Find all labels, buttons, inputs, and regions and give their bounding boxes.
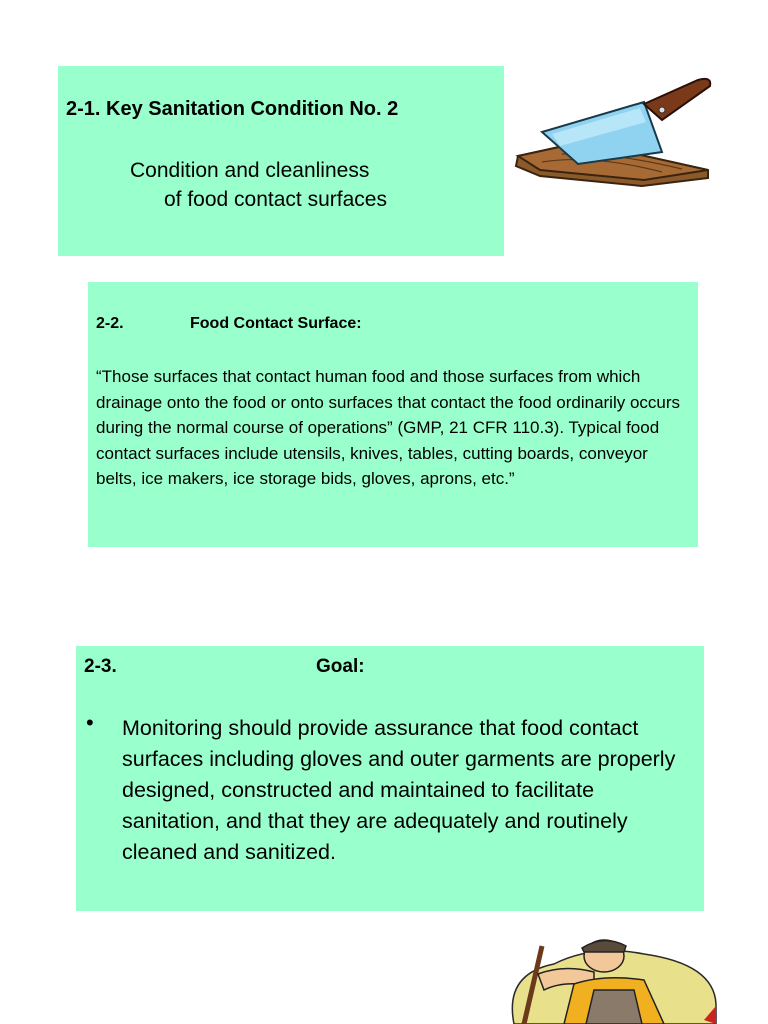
section-2-definition: “Those surfaces that contact human food and those surfaces from which drainage onto the food or onto surfaces that contact the food ordinarily occurs during the normal course of operations” (GMP, 21 CFR 110.3). Typical food contact surfaces include utensils, knives, tables, cutting boards, conveyor belts, ice makers, ice storage bids, gloves, aprons, etc.” [96, 367, 681, 488]
food-contact-surface-box [88, 282, 698, 547]
section-3-goal-text: Monitoring should provide assurance that food contact surfaces including gloves and outer garments are properly designed, constructed and maintained to facilitate sanitation, and that they are adequately and routinely cleaned and sanitized. [122, 716, 676, 864]
cleaver-cutting-board-icon [512, 74, 716, 188]
section-1-subtitle-line-1: Condition and cleanliness [130, 159, 370, 182]
goal-box [76, 646, 704, 911]
bullet-icon: • [86, 710, 94, 735]
section-3-number: 2-3. [84, 656, 117, 677]
section-1-subtitle-line-2: of food contact surfaces [164, 188, 387, 211]
cleaning-worker-icon [494, 934, 724, 1024]
key-condition-box [58, 66, 504, 256]
section-2-title: Food Contact Surface: [190, 315, 362, 332]
section-2-number: 2-2. [96, 315, 124, 332]
section-1-title: 2-1. Key Sanitation Condition No. 2 [66, 98, 399, 120]
section-3-title: Goal: [316, 656, 365, 677]
